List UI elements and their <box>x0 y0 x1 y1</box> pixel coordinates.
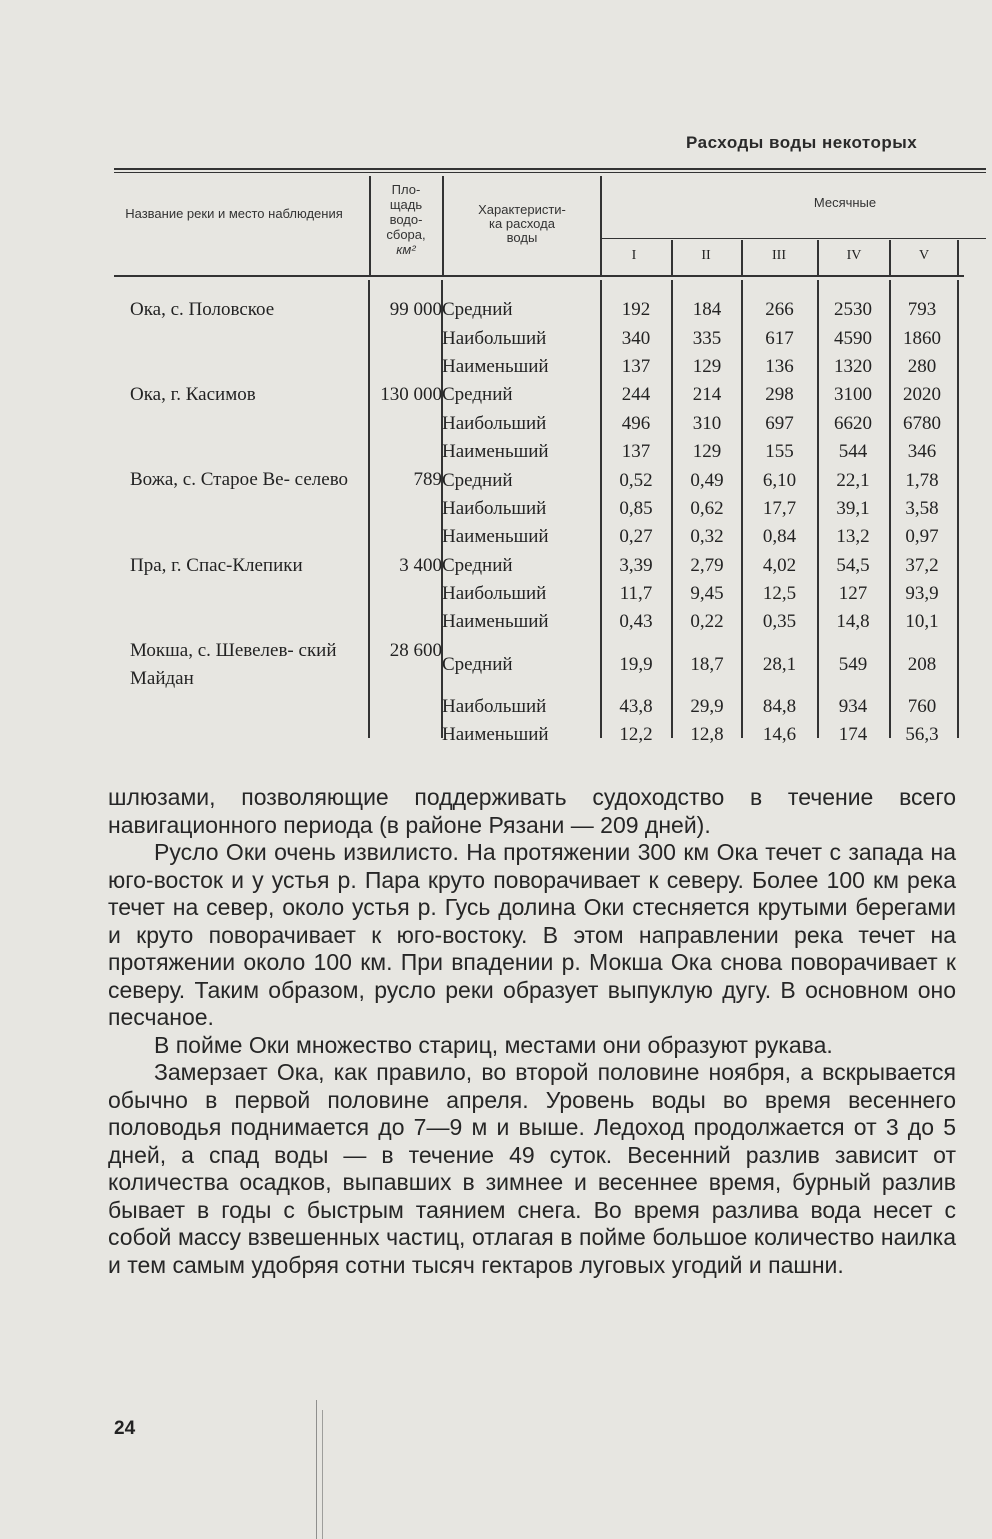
river-station <box>114 296 369 324</box>
river-station <box>114 608 369 636</box>
river-station <box>114 381 369 409</box>
month-value: 549 <box>838 653 868 675</box>
table-row <box>114 608 955 636</box>
header-area-line: щадь <box>389 197 423 212</box>
scan-artifact <box>316 1400 317 1539</box>
table-row <box>114 637 955 693</box>
river-station <box>114 523 369 551</box>
month-value: 22,1 <box>836 469 870 491</box>
basin-area: 99 000 <box>389 299 442 320</box>
month-value: 2530 <box>834 299 872 321</box>
month-value: 155 <box>765 441 794 463</box>
basin-area <box>369 495 442 523</box>
month-value: 0,62 <box>690 497 724 519</box>
basin-area <box>369 721 442 749</box>
month-value: 544 <box>838 441 868 463</box>
paragraph: Замерзает Ока, как правило, во второй половине ноября, а вскрывается обычно в первой половине апреля. Уровень воды во время весеннего половодья поднимается до 7—9 м и выше. Ледоход продолжается от 3 до 5 дней, а спад воды — в течение 49 суток. Весенний разлив зависит от количества осадков, выпавших в зимнее и весеннее время, бурный разлив бывает в годы с быстрым таянием снега. Во время разлива вода несет с собой массу взвешенных частиц, отлагая в пойме большое количество наилка и тем самым удобряя сотни тысяч гектаров луговых угодий и пашни. <box>108 1059 956 1278</box>
paragraph: Русло Оки очень извилисто. На протяжении 300 км Ока течет с запада на юго-восток и у устья р. Пара круто поворачивает к северу. Более 100 км река течет на север, около устья р. Гусь долина Оки стесняется крутыми берегами и круто поворачивает к юго-востоку. В этом направлении река течет на протяжении около 100 км. При впадении р. Мокша Ока снова поворачивает к северу. Таким образом, русло реки образует выпуклую дугу. В основном оно песчаное. <box>108 839 956 1030</box>
month-value: 244 <box>621 384 651 406</box>
month-value: 129 <box>692 441 722 463</box>
month-value: 93,9 <box>905 583 939 605</box>
river-station-text: Ока, с. Половское <box>130 299 275 320</box>
scan-artifact <box>322 1410 323 1539</box>
month-value: 4590 <box>834 327 872 349</box>
river-station <box>114 693 369 721</box>
month-value: 1320 <box>834 355 872 377</box>
river-station-text: Мокша, с. Шевелев- ский Майдан <box>130 639 337 689</box>
month-value: 3,39 <box>619 554 653 576</box>
river-station <box>114 495 369 523</box>
month-value: 6780 <box>903 412 941 434</box>
month-value: 934 <box>838 695 868 717</box>
month-value: 0,32 <box>690 526 724 548</box>
month-value: 266 <box>765 299 794 321</box>
month-value: 280 <box>907 355 937 377</box>
month-value: 208 <box>907 653 937 675</box>
month-value: 760 <box>907 695 937 717</box>
header-divider <box>889 240 891 276</box>
month-header: V <box>918 248 930 263</box>
month-value: 3,58 <box>905 497 939 519</box>
month-value: 2,79 <box>690 554 724 576</box>
paragraph: шлюзами, позволяющие поддерживать судоходство в течение всего навигационного периода (в районе Рязани — 209 дней). <box>108 784 956 838</box>
month-value: 3100 <box>834 384 872 406</box>
month-value: 136 <box>765 355 794 377</box>
table-row <box>114 721 955 749</box>
basin-area <box>369 580 442 608</box>
month-value: 14,8 <box>836 611 870 633</box>
month-value: 310 <box>692 412 722 434</box>
month-value: 14,6 <box>762 724 797 746</box>
header-area-line: Пло- <box>391 182 421 197</box>
basin-area <box>369 523 442 551</box>
month-value: 137 <box>621 355 651 377</box>
month-value: 0,97 <box>905 526 939 548</box>
discharge-characteristic: Наименьший <box>442 355 549 377</box>
month-value: 6,10 <box>762 469 797 491</box>
header-divider <box>957 240 959 276</box>
river-station-text: Вожа, с. Старое Ве- селево <box>130 469 349 491</box>
river-station <box>114 552 369 580</box>
header-divider <box>817 240 819 276</box>
month-value: 793 <box>907 299 937 321</box>
month-value: 12,5 <box>762 583 797 605</box>
table-top-rule <box>114 168 986 170</box>
month-value: 4,02 <box>762 554 797 576</box>
month-value: 184 <box>692 299 722 321</box>
month-value: 13,2 <box>836 526 870 548</box>
month-value: 84,8 <box>762 695 797 717</box>
discharge-characteristic: Наибольший <box>442 497 547 519</box>
river-station <box>114 721 369 749</box>
month-value: 335 <box>692 327 722 349</box>
table-row <box>114 523 955 551</box>
basin-area <box>369 608 442 636</box>
month-value: 18,7 <box>690 653 724 675</box>
header-monthly: Месячные <box>813 195 877 210</box>
table-row <box>114 495 955 523</box>
discharge-characteristic: Средний <box>442 299 513 321</box>
month-header: I <box>631 248 637 263</box>
month-value: 0,22 <box>690 611 724 633</box>
running-head: Расходы воды некоторых <box>686 133 918 152</box>
discharge-characteristic: Средний <box>442 653 513 675</box>
month-value: 43,8 <box>619 695 653 717</box>
header-name: Название реки и место наблюдения <box>125 206 343 221</box>
discharge-characteristic: Средний <box>442 554 513 576</box>
basin-area: 789 <box>413 469 442 491</box>
month-value: 697 <box>765 412 794 434</box>
table-row <box>114 693 955 721</box>
month-value: 17,7 <box>762 497 797 519</box>
month-value: 56,3 <box>905 724 939 746</box>
header-characteristic <box>446 203 598 245</box>
month-value: 346 <box>907 441 937 463</box>
table-row <box>114 580 955 608</box>
month-value: 137 <box>621 441 651 463</box>
discharge-characteristic: Наименьший <box>442 611 549 633</box>
month-value: 174 <box>838 724 868 746</box>
month-value: 9,45 <box>690 583 724 605</box>
month-value: 0,43 <box>619 611 653 633</box>
river-station-text: Пра, г. Спас-Клепики <box>130 554 303 576</box>
table-row <box>114 438 955 466</box>
basin-area <box>369 353 442 381</box>
discharge-characteristic: Наибольший <box>442 327 547 349</box>
body-text <box>108 784 956 1279</box>
month-value: 10,1 <box>905 611 939 633</box>
month-value: 0,85 <box>619 497 653 519</box>
table-row <box>114 296 955 324</box>
river-station <box>114 466 369 494</box>
monthly-sub-rule <box>602 238 986 239</box>
discharge-characteristic: Наименьший <box>442 526 549 548</box>
month-value: 12,2 <box>619 724 653 746</box>
river-station <box>114 438 369 466</box>
page-number: 24 <box>114 1418 136 1439</box>
discharge-table <box>114 296 955 749</box>
header-area-line: км² <box>396 242 416 257</box>
month-value: 54,5 <box>836 554 870 576</box>
month-value: 0,52 <box>619 469 653 491</box>
basin-area <box>369 324 442 352</box>
discharge-characteristic: Наименьший <box>442 441 549 463</box>
header-divider <box>741 240 743 276</box>
month-value: 11,7 <box>619 583 653 605</box>
month-value: 617 <box>765 327 794 349</box>
month-value: 127 <box>838 583 868 605</box>
river-station <box>114 580 369 608</box>
month-header: III <box>772 248 786 263</box>
month-value: 2020 <box>903 384 941 406</box>
month-value: 298 <box>765 384 794 406</box>
month-value: 28,1 <box>762 653 797 675</box>
month-value: 192 <box>621 299 651 321</box>
basin-area: 28 600 <box>389 639 442 661</box>
discharge-characteristic: Наименьший <box>442 724 549 746</box>
river-station-text: Ока, г. Касимов <box>130 384 256 406</box>
river-station <box>114 637 369 693</box>
month-value: 6620 <box>834 412 872 434</box>
basin-area <box>369 693 442 721</box>
header-divider <box>442 176 444 276</box>
month-value: 0,27 <box>619 526 653 548</box>
river-station <box>114 353 369 381</box>
table-row <box>114 466 955 494</box>
header-divider <box>369 176 371 276</box>
header-char-line: ка расхода <box>489 216 555 231</box>
month-value: 496 <box>621 412 651 434</box>
month-value: 12,8 <box>690 724 724 746</box>
body-divider <box>957 280 959 738</box>
basin-area <box>369 438 442 466</box>
month-value: 39,1 <box>836 497 870 519</box>
month-value: 0,49 <box>690 469 724 491</box>
month-value: 214 <box>692 384 722 406</box>
table-row <box>114 324 955 352</box>
basin-area: 130 000 <box>380 384 442 406</box>
month-value: 129 <box>692 355 722 377</box>
header-divider <box>671 240 673 276</box>
header-char-line: Характеристи- <box>478 202 566 217</box>
month-value: 29,9 <box>690 695 724 717</box>
month-value: 0,84 <box>762 526 797 548</box>
month-header: IV <box>846 248 862 263</box>
table-row <box>114 381 955 409</box>
river-station <box>114 324 369 352</box>
month-value: 0,35 <box>762 611 797 633</box>
discharge-characteristic: Средний <box>442 469 513 491</box>
header-area-line: водо- <box>389 212 423 227</box>
discharge-characteristic: Наибольший <box>442 412 547 434</box>
paragraph: В пойме Оки множество стариц, местами они образуют рукава. <box>154 1031 833 1058</box>
table-row <box>114 410 955 438</box>
river-station <box>114 410 369 438</box>
header-area-line: сбора, <box>386 227 426 242</box>
basin-area <box>369 410 442 438</box>
month-header: II <box>701 248 711 263</box>
month-value: 1,78 <box>905 469 939 491</box>
header-char-line: воды <box>506 230 538 245</box>
month-value: 37,2 <box>905 554 939 576</box>
header-bottom-rule <box>114 275 964 277</box>
discharge-characteristic: Наибольший <box>442 695 547 717</box>
header-area <box>372 182 440 257</box>
table-row <box>114 552 955 580</box>
table-top-rule-2 <box>114 172 986 173</box>
header-divider <box>600 176 602 276</box>
month-value: 19,9 <box>619 653 653 675</box>
basin-area: 3 400 <box>399 554 442 576</box>
month-value: 1860 <box>903 327 941 349</box>
month-value: 340 <box>621 327 651 349</box>
table-row <box>114 353 955 381</box>
discharge-characteristic: Наибольший <box>442 583 547 605</box>
discharge-characteristic: Средний <box>442 384 513 406</box>
